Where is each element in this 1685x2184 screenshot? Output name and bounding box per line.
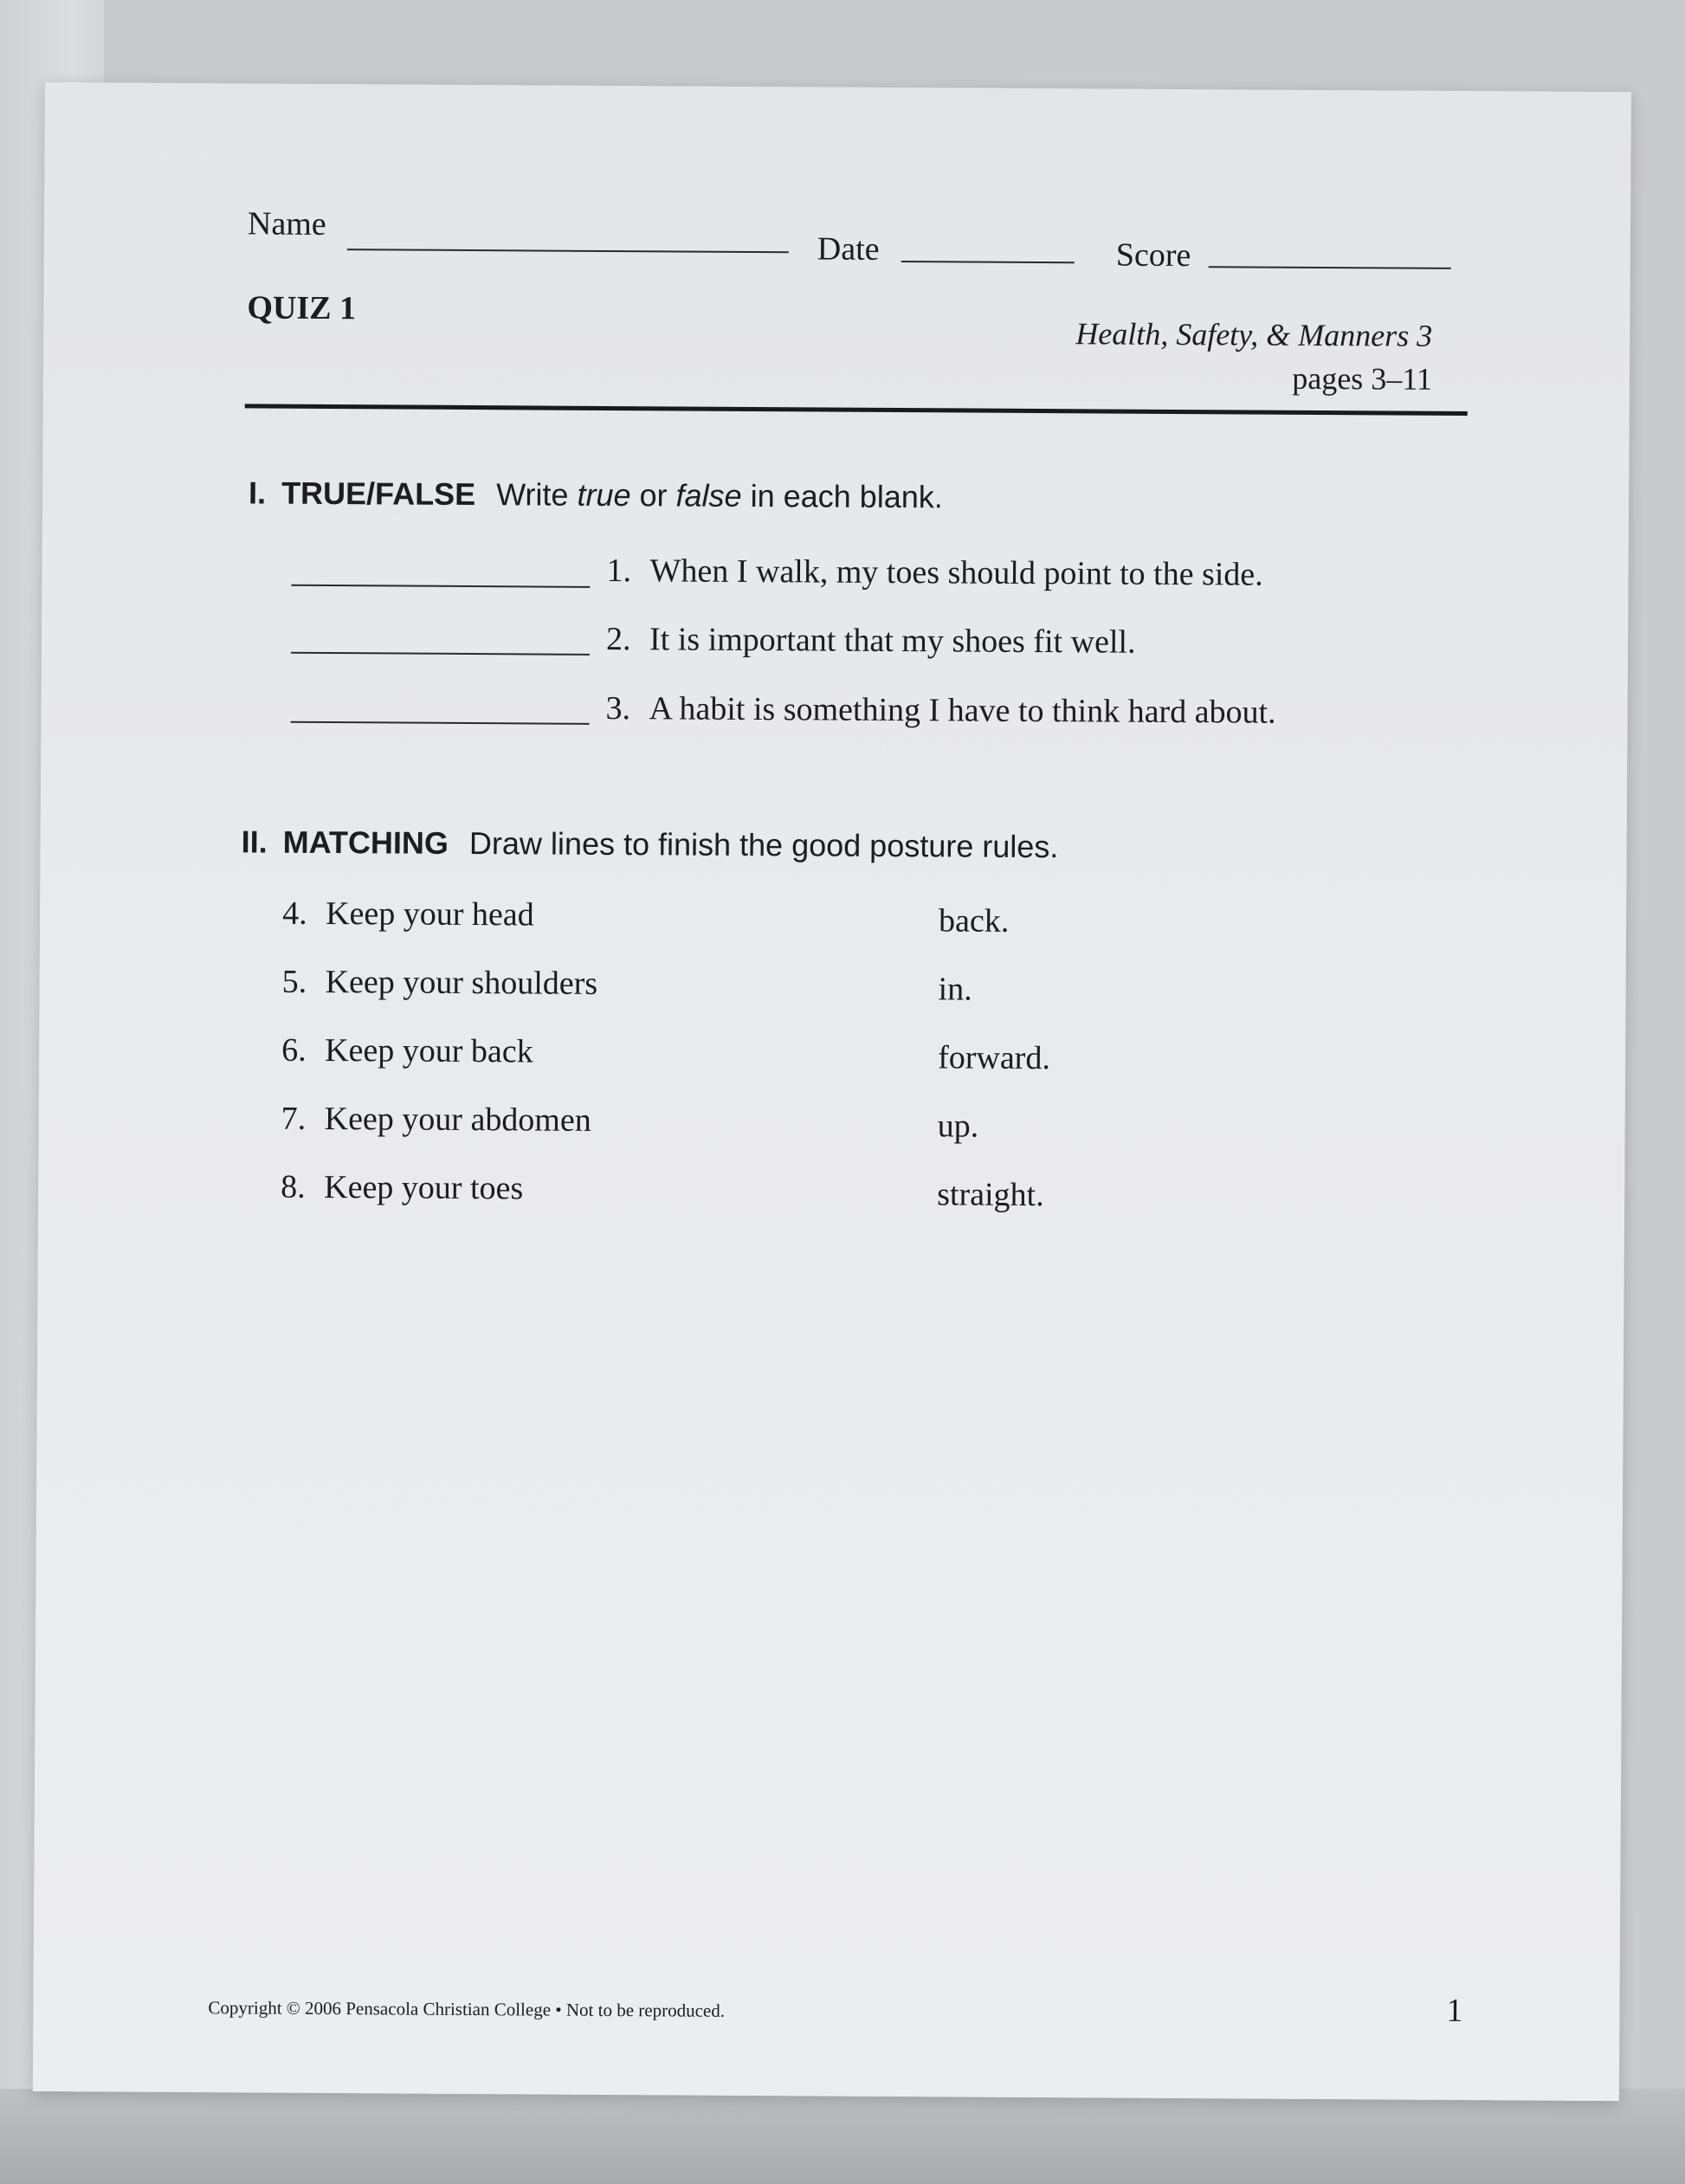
section2-heading [242,824,1059,865]
answer-blank-3[interactable] [290,721,589,725]
match-left-4 [282,895,534,934]
match-number: 4. [282,895,307,932]
match-right-back[interactable]: back. [938,902,1010,940]
match-stem: Keep your shoulders [325,963,598,1002]
match-right-forward[interactable]: forward. [938,1039,1051,1077]
page-number: 1 [1446,1992,1463,2030]
worksheet-page [33,82,1631,2101]
match-stem: Keep your toes [324,1168,524,1207]
name-field[interactable] [347,249,789,253]
name-label: Name [247,205,326,242]
copyright-notice: Copyright © 2006 Pensacola Christian College • Not to be reproduced. [208,1997,726,2021]
match-stem: Keep your abdomen [324,1100,591,1139]
match-right-straight[interactable]: straight. [937,1176,1044,1214]
tf-item-number: 3. [605,689,631,727]
section1-instr-rest: in each blank. [750,477,943,515]
match-left-5 [282,963,598,1003]
tf-item-text: It is important that my shoes fit well. [649,621,1136,661]
section1-instr-true: true [577,476,631,514]
answer-blank-2[interactable] [291,652,590,656]
tf-item-number: 2. [605,620,631,658]
quiz-title: QUIZ 1 [247,289,357,327]
section2-instruction: Draw lines to finish the good posture rules. [468,825,1059,865]
page-range: pages 3–11 [1292,360,1433,397]
section1-heading [249,475,943,515]
tf-item-number: 1. [606,552,632,590]
match-right-up[interactable]: up. [937,1108,979,1145]
match-number: 6. [281,1031,307,1069]
score-field[interactable] [1209,266,1451,269]
match-number: 5. [281,963,307,1000]
tf-item-2 [606,620,1136,662]
tf-item-3 [605,689,1275,732]
match-number: 8. [281,1168,306,1205]
date-field[interactable] [901,261,1075,263]
answer-blank-1[interactable] [291,585,590,588]
header-divider [245,404,1468,416]
match-number: 7. [281,1100,307,1137]
score-label: Score [1115,236,1191,275]
book-title: Health, Safety, & Manners 3 [1075,316,1433,353]
section1-instr-false: false [675,477,742,514]
match-left-7 [281,1100,591,1140]
match-stem: Keep your back [325,1031,533,1070]
section2-title: MATCHING [282,824,449,861]
match-right-in[interactable]: in. [938,971,972,1008]
tf-item-1 [606,552,1262,594]
section1-instr-or: or [639,477,668,514]
background-bottom [0,2089,1685,2184]
section1-numeral: I. [248,475,267,511]
tf-item-text: When I walk, my toes should point to the side. [649,552,1263,593]
section2-numeral: II. [241,824,268,860]
tf-item-text: A habit is something I have to think hard about. [649,690,1276,731]
match-left-6 [281,1031,533,1071]
match-stem: Keep your head [326,895,534,934]
date-label: Date [817,230,880,268]
section1-title: TRUE/FALSE [281,475,476,513]
match-left-8 [281,1168,523,1208]
section1-instr-write: Write [496,476,569,513]
